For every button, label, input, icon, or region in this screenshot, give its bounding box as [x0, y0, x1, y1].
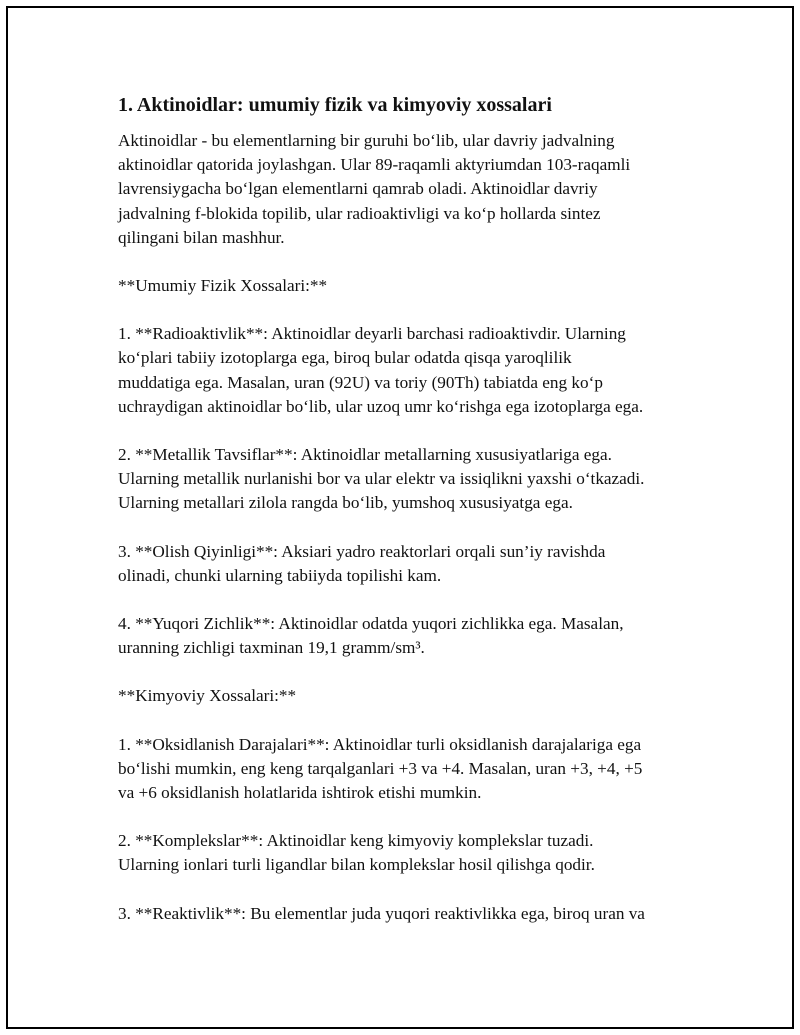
- text-line: jadvalning f-blokida topilib, ular radioaktivligi va ko‘p hollarda sintez: [118, 203, 601, 223]
- text-line: Aktinoidlar - bu elementlarning bir guruhi bo‘lib, ular davriy jadvalning: [118, 131, 615, 150]
- text-line: 3. **Reaktivlik**: Bu elementlar juda yuqori reaktivlikka ega, biroq uran va: [118, 903, 645, 923]
- text-line: 2. **Metallik Tavsiflar**: Aktinoidlar metallarning xususiyatlariga ega.: [118, 445, 612, 465]
- paragraph: [118, 733, 698, 806]
- document-title: 1. Aktinoidlar: umumiy fizik va kimyoviy xossalari: [118, 94, 552, 116]
- text-line: Ularning metallari zilola rangda bo‘lib, yumshoq xususiyatga ega.: [118, 493, 573, 513]
- paragraph: [118, 129, 698, 250]
- text-line: 2. **Komplekslar**: Aktinoidlar keng kimyoviy komplekslar tuzadi.: [118, 831, 594, 851]
- paragraph: [118, 443, 698, 516]
- text-line: Ularning ionlari turli ligandlar bilan komplekslar hosil qilishga qodir.: [118, 855, 595, 875]
- text-line: **Umumiy Fizik Xossalari:**: [118, 276, 328, 296]
- text-line: **Kimyoviy Xossalari:**: [118, 686, 297, 706]
- paragraph: [118, 274, 698, 298]
- text-line: 1. **Oksidlanish Darajalari**: Aktinoidlar turli oksidlanish darajalariga ega: [118, 734, 642, 754]
- text-line: va +6 oksidlanish holatlarida ishtirok etishi mumkin.: [118, 783, 482, 803]
- text-line: bo‘lishi mumkin, eng keng tarqalganlari +3 va +4. Masalan, uran +3, +4, +5: [118, 758, 643, 778]
- text-line: uchraydigan aktinoidlar bo‘lib, ular uzoq umr ko‘rishga ega izotoplarga ega.: [118, 396, 644, 416]
- paragraph: [118, 829, 698, 877]
- text-line: lavrensiygacha bo‘lgan elementlarni qamrab oladi. Aktinoidlar davriy: [118, 179, 598, 199]
- text-line: muddatiga ega. Masalan, uran (92U) va toriy (90Th) tabiatda eng ko‘p: [118, 372, 603, 392]
- paragraph: [118, 902, 698, 926]
- paragraph: [118, 322, 698, 419]
- text-line: aktinoidlar qatorida joylashgan. Ular 89-raqamli aktyriumdan 103-raqamli: [118, 155, 631, 175]
- paragraph-list: [118, 129, 698, 926]
- text-line: 1. **Radioaktivlik**: Aktinoidlar deyarli barchasi radioaktivdir. Ularning: [118, 324, 626, 344]
- document-body: [118, 92, 698, 950]
- text-line: qilingani bilan mashhur.: [118, 227, 285, 247]
- text-line: ko‘plari tabiiy izotoplarga ega, biroq bular odatda qisqa yaroqlilik: [118, 348, 572, 368]
- text-line: 3. **Olish Qiyinligi**: Aksiari yadro reaktorlari orqali sun’iy ravishda: [118, 541, 606, 561]
- text-line: 4. **Yuqori Zichlik**: Aktinoidlar odatda yuqori zichlikka ega. Masalan,: [118, 614, 624, 634]
- paragraph: [118, 612, 698, 660]
- text-line: uranning zichligi taxminan 19,1 gramm/sm³.: [118, 638, 425, 658]
- paragraph: [118, 684, 698, 708]
- paragraph: [118, 540, 698, 588]
- text-line: Ularning metallik nurlanishi bor va ular elektr va issiqlikni yaxshi o‘tkazadi.: [118, 469, 645, 489]
- text-line: olinadi, chunki ularning tabiiyda topilishi kam.: [118, 565, 442, 585]
